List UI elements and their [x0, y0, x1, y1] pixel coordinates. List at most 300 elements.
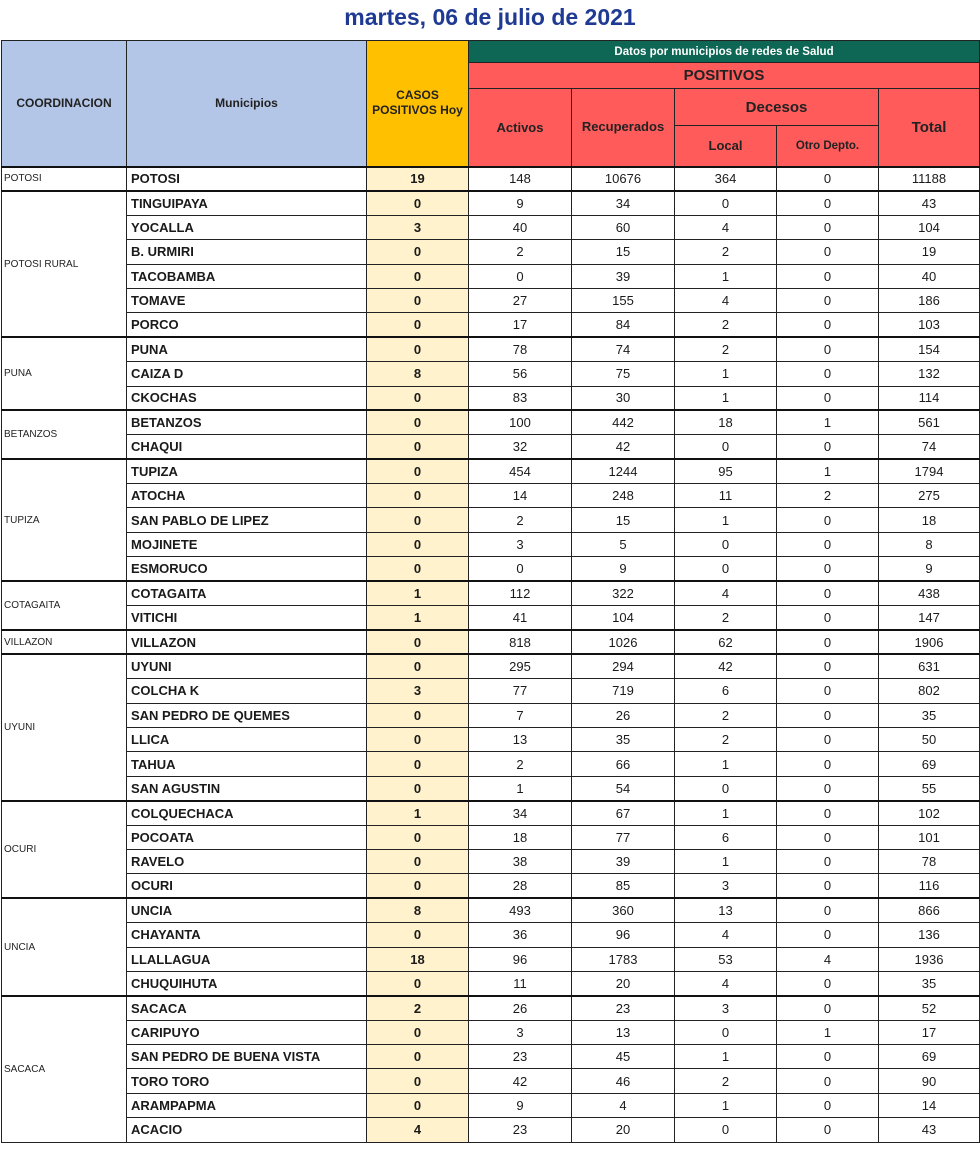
cell-decesos-local: 1	[675, 801, 777, 825]
cell-activos: 1	[469, 776, 572, 800]
cell-total: 116	[879, 874, 980, 898]
cell-decesos-local: 2	[675, 240, 777, 264]
cell-recuperados: 39	[572, 264, 675, 288]
cell-total: 866	[879, 898, 980, 922]
header-total: Total	[879, 89, 980, 167]
cell-municipio: TAHUA	[127, 752, 367, 776]
cell-activos: 148	[469, 167, 572, 191]
report-date-title: martes, 06 de julio de 2021	[344, 4, 636, 30]
cell-recuperados: 1783	[572, 947, 675, 971]
cell-activos: 42	[469, 1069, 572, 1093]
cell-casos-hoy: 0	[367, 288, 469, 312]
cell-municipio: ARAMPAPMA	[127, 1093, 367, 1117]
table-row	[2, 508, 980, 532]
cell-decesos-local: 0	[675, 191, 777, 215]
cell-activos: 41	[469, 606, 572, 630]
cell-municipio: SACACA	[127, 996, 367, 1020]
cell-decesos-otro: 0	[777, 362, 879, 386]
cell-municipio: SAN PEDRO DE BUENA VISTA	[127, 1045, 367, 1069]
cell-municipio: UNCIA	[127, 898, 367, 922]
cell-decesos-local: 1	[675, 264, 777, 288]
cell-decesos-otro: 1	[777, 410, 879, 434]
cell-casos-hoy: 0	[367, 776, 469, 800]
cell-activos: 3	[469, 532, 572, 556]
cell-decesos-local: 1	[675, 849, 777, 873]
cell-decesos-otro: 0	[777, 825, 879, 849]
cell-total: 101	[879, 825, 980, 849]
cell-recuperados: 85	[572, 874, 675, 898]
cell-municipio: CARIPUYO	[127, 1020, 367, 1044]
cell-decesos-local: 4	[675, 215, 777, 239]
cell-casos-hoy: 19	[367, 167, 469, 191]
header-coordinacion: COORDINACION	[2, 41, 127, 167]
cell-casos-hoy: 0	[367, 703, 469, 727]
table-row	[2, 874, 980, 898]
cell-casos-hoy: 0	[367, 630, 469, 654]
cell-total: 11188	[879, 167, 980, 191]
cell-coordinacion: POTOSI	[2, 167, 127, 191]
cell-decesos-local: 1	[675, 1045, 777, 1069]
cell-casos-hoy: 0	[367, 1020, 469, 1044]
cell-decesos-otro: 0	[777, 386, 879, 410]
cell-recuperados: 26	[572, 703, 675, 727]
table-row	[2, 386, 980, 410]
cell-decesos-local: 0	[675, 557, 777, 581]
table-row	[2, 1045, 980, 1069]
cell-activos: 96	[469, 947, 572, 971]
cell-municipio: COLQUECHACA	[127, 801, 367, 825]
cell-coordinacion: PUNA	[2, 337, 127, 410]
cell-casos-hoy: 0	[367, 557, 469, 581]
cell-municipio: COLCHA K	[127, 679, 367, 703]
cell-decesos-otro: 0	[777, 288, 879, 312]
cell-casos-hoy: 1	[367, 606, 469, 630]
cell-total: 50	[879, 727, 980, 751]
cell-municipio: CHUQUIHUTA	[127, 971, 367, 995]
cell-municipio: ATOCHA	[127, 484, 367, 508]
cell-total: 19	[879, 240, 980, 264]
cell-casos-hoy: 0	[367, 459, 469, 483]
table-row	[2, 313, 980, 337]
cell-decesos-otro: 2	[777, 484, 879, 508]
cell-activos: 78	[469, 337, 572, 361]
cell-total: 17	[879, 1020, 980, 1044]
cell-decesos-otro: 0	[777, 313, 879, 337]
cell-casos-hoy: 0	[367, 971, 469, 995]
table-row	[2, 606, 980, 630]
cell-recuperados: 84	[572, 313, 675, 337]
cell-decesos-otro: 0	[777, 215, 879, 239]
cell-casos-hoy: 0	[367, 337, 469, 361]
cell-decesos-otro: 0	[777, 191, 879, 215]
cell-activos: 0	[469, 264, 572, 288]
cell-casos-hoy: 0	[367, 752, 469, 776]
cell-municipio: MOJINETE	[127, 532, 367, 556]
table-row	[2, 410, 980, 434]
cell-decesos-local: 2	[675, 727, 777, 751]
cell-municipio: OCURI	[127, 874, 367, 898]
cell-activos: 11	[469, 971, 572, 995]
table-row	[2, 898, 980, 922]
cell-municipio: BETANZOS	[127, 410, 367, 434]
header-decesos: Decesos	[675, 89, 879, 126]
cell-casos-hoy: 0	[367, 1093, 469, 1117]
cell-recuperados: 60	[572, 215, 675, 239]
table-row	[2, 459, 980, 483]
cell-activos: 493	[469, 898, 572, 922]
cell-municipio: POTOSI	[127, 167, 367, 191]
cell-casos-hoy: 0	[367, 654, 469, 678]
cell-decesos-local: 42	[675, 654, 777, 678]
header-activos: Activos	[469, 89, 572, 167]
cell-decesos-otro: 0	[777, 1069, 879, 1093]
table-row	[2, 581, 980, 605]
cell-recuperados: 75	[572, 362, 675, 386]
table-row	[2, 435, 980, 459]
cell-decesos-local: 95	[675, 459, 777, 483]
cell-decesos-otro: 0	[777, 1045, 879, 1069]
cell-casos-hoy: 0	[367, 313, 469, 337]
cell-decesos-otro: 0	[777, 581, 879, 605]
cell-total: 132	[879, 362, 980, 386]
cell-decesos-local: 1	[675, 752, 777, 776]
cell-coordinacion: VILLAZON	[2, 630, 127, 654]
cell-decesos-local: 3	[675, 874, 777, 898]
cell-recuperados: 15	[572, 508, 675, 532]
cell-casos-hoy: 0	[367, 435, 469, 459]
cell-recuperados: 5	[572, 532, 675, 556]
cell-decesos-local: 13	[675, 898, 777, 922]
header-recuperados: Recuperados	[572, 89, 675, 167]
cell-total: 35	[879, 971, 980, 995]
cell-recuperados: 442	[572, 410, 675, 434]
cell-decesos-otro: 0	[777, 776, 879, 800]
cell-decesos-local: 4	[675, 923, 777, 947]
cell-decesos-local: 1	[675, 508, 777, 532]
cell-decesos-otro: 0	[777, 557, 879, 581]
header-casos-hoy: CASOS POSITIVOS Hoy	[367, 41, 469, 167]
cell-casos-hoy: 0	[367, 727, 469, 751]
cell-activos: 13	[469, 727, 572, 751]
cell-decesos-otro: 1	[777, 1020, 879, 1044]
cell-decesos-otro: 0	[777, 264, 879, 288]
cell-decesos-otro: 0	[777, 240, 879, 264]
cell-activos: 36	[469, 923, 572, 947]
cell-coordinacion: TUPIZA	[2, 459, 127, 581]
cell-activos: 9	[469, 191, 572, 215]
cell-recuperados: 1026	[572, 630, 675, 654]
cell-casos-hoy: 18	[367, 947, 469, 971]
cell-casos-hoy: 0	[367, 874, 469, 898]
cell-municipio: UYUNI	[127, 654, 367, 678]
cell-decesos-otro: 0	[777, 727, 879, 751]
cell-recuperados: 360	[572, 898, 675, 922]
table-row	[2, 240, 980, 264]
cell-activos: 9	[469, 1093, 572, 1117]
cell-decesos-otro: 1	[777, 459, 879, 483]
cell-total: 9	[879, 557, 980, 581]
cell-total: 55	[879, 776, 980, 800]
cell-decesos-otro: 0	[777, 508, 879, 532]
cell-decesos-local: 11	[675, 484, 777, 508]
cell-casos-hoy: 8	[367, 898, 469, 922]
table-row	[2, 1020, 980, 1044]
cell-recuperados: 294	[572, 654, 675, 678]
cell-recuperados: 74	[572, 337, 675, 361]
cell-decesos-local: 364	[675, 167, 777, 191]
table-row	[2, 337, 980, 361]
cell-casos-hoy: 0	[367, 240, 469, 264]
cell-total: 35	[879, 703, 980, 727]
cell-coordinacion: POTOSI RURAL	[2, 191, 127, 337]
table-row	[2, 727, 980, 751]
cell-total: 40	[879, 264, 980, 288]
cell-casos-hoy: 0	[367, 484, 469, 508]
cell-municipio: TINGUIPAYA	[127, 191, 367, 215]
cell-recuperados: 248	[572, 484, 675, 508]
table-row	[2, 1118, 980, 1142]
cell-decesos-local: 2	[675, 313, 777, 337]
table-row	[2, 167, 980, 191]
cell-municipio: COTAGAITA	[127, 581, 367, 605]
cell-activos: 23	[469, 1045, 572, 1069]
cell-total: 74	[879, 435, 980, 459]
table-row	[2, 1093, 980, 1117]
cell-municipio: TOMAVE	[127, 288, 367, 312]
cell-total: 78	[879, 849, 980, 873]
cell-total: 275	[879, 484, 980, 508]
cell-recuperados: 1244	[572, 459, 675, 483]
cell-municipio: CKOCHAS	[127, 386, 367, 410]
cell-recuperados: 20	[572, 971, 675, 995]
cell-recuperados: 35	[572, 727, 675, 751]
cell-municipio: ACACIO	[127, 1118, 367, 1142]
table-row	[2, 362, 980, 386]
cell-recuperados: 13	[572, 1020, 675, 1044]
table-row	[2, 630, 980, 654]
cell-decesos-local: 3	[675, 996, 777, 1020]
cell-activos: 32	[469, 435, 572, 459]
cell-decesos-otro: 0	[777, 703, 879, 727]
cell-decesos-local: 62	[675, 630, 777, 654]
table-row	[2, 557, 980, 581]
table-row	[2, 801, 980, 825]
table-row	[2, 191, 980, 215]
cell-total: 1906	[879, 630, 980, 654]
cell-casos-hoy: 0	[367, 1045, 469, 1069]
table-row	[2, 288, 980, 312]
cell-recuperados: 719	[572, 679, 675, 703]
cell-activos: 26	[469, 996, 572, 1020]
cell-recuperados: 30	[572, 386, 675, 410]
table-row	[2, 215, 980, 239]
cell-casos-hoy: 0	[367, 532, 469, 556]
cell-activos: 0	[469, 557, 572, 581]
cell-municipio: SAN PEDRO DE QUEMES	[127, 703, 367, 727]
cell-casos-hoy: 0	[367, 264, 469, 288]
cell-municipio: YOCALLA	[127, 215, 367, 239]
cell-decesos-local: 2	[675, 337, 777, 361]
cell-activos: 14	[469, 484, 572, 508]
cell-total: 90	[879, 1069, 980, 1093]
cell-municipio: RAVELO	[127, 849, 367, 873]
cell-decesos-local: 6	[675, 825, 777, 849]
cell-activos: 100	[469, 410, 572, 434]
cell-total: 14	[879, 1093, 980, 1117]
cell-casos-hoy: 0	[367, 410, 469, 434]
cell-decesos-otro: 0	[777, 874, 879, 898]
cell-activos: 56	[469, 362, 572, 386]
cell-decesos-local: 2	[675, 606, 777, 630]
cell-total: 561	[879, 410, 980, 434]
cell-activos: 40	[469, 215, 572, 239]
cell-total: 18	[879, 508, 980, 532]
cell-municipio: PUNA	[127, 337, 367, 361]
cell-decesos-otro: 0	[777, 923, 879, 947]
cell-activos: 3	[469, 1020, 572, 1044]
cell-recuperados: 77	[572, 825, 675, 849]
cell-recuperados: 4	[572, 1093, 675, 1117]
cell-activos: 2	[469, 752, 572, 776]
table-row	[2, 1069, 980, 1093]
cell-activos: 83	[469, 386, 572, 410]
cell-total: 1936	[879, 947, 980, 971]
cell-total: 104	[879, 215, 980, 239]
cell-municipio: CAIZA D	[127, 362, 367, 386]
cell-activos: 2	[469, 240, 572, 264]
cell-decesos-local: 0	[675, 1020, 777, 1044]
cell-recuperados: 104	[572, 606, 675, 630]
cell-recuperados: 23	[572, 996, 675, 1020]
cell-activos: 27	[469, 288, 572, 312]
cell-recuperados: 42	[572, 435, 675, 459]
cell-casos-hoy: 4	[367, 1118, 469, 1142]
cell-casos-hoy: 0	[367, 923, 469, 947]
cell-coordinacion: UNCIA	[2, 898, 127, 996]
cell-municipio: LLALLAGUA	[127, 947, 367, 971]
cell-casos-hoy: 2	[367, 996, 469, 1020]
cell-decesos-local: 0	[675, 435, 777, 459]
cell-decesos-otro: 0	[777, 532, 879, 556]
cell-total: 147	[879, 606, 980, 630]
cell-activos: 818	[469, 630, 572, 654]
table-row	[2, 776, 980, 800]
header-municipios: Municipios	[127, 41, 367, 167]
cell-decesos-otro: 0	[777, 435, 879, 459]
cell-municipio: TACOBAMBA	[127, 264, 367, 288]
header-local: Local	[675, 126, 777, 167]
table-row	[2, 532, 980, 556]
cell-activos: 454	[469, 459, 572, 483]
cell-decesos-otro: 0	[777, 971, 879, 995]
cell-casos-hoy: 0	[367, 191, 469, 215]
cell-decesos-otro: 4	[777, 947, 879, 971]
covid-cases-table	[1, 40, 980, 1143]
cell-total: 1794	[879, 459, 980, 483]
cell-decesos-otro: 0	[777, 679, 879, 703]
cell-total: 136	[879, 923, 980, 947]
cell-decesos-local: 0	[675, 532, 777, 556]
cell-decesos-otro: 0	[777, 996, 879, 1020]
cell-activos: 23	[469, 1118, 572, 1142]
cell-municipio: SAN AGUSTIN	[127, 776, 367, 800]
cell-recuperados: 20	[572, 1118, 675, 1142]
table-row	[2, 679, 980, 703]
table-body	[2, 167, 980, 1143]
cell-municipio: TUPIZA	[127, 459, 367, 483]
cell-decesos-otro: 0	[777, 167, 879, 191]
cell-total: 802	[879, 679, 980, 703]
cell-activos: 112	[469, 581, 572, 605]
cell-total: 8	[879, 532, 980, 556]
cell-activos: 38	[469, 849, 572, 873]
cell-decesos-otro: 0	[777, 606, 879, 630]
cell-recuperados: 67	[572, 801, 675, 825]
header-otro-depto: Otro Depto.	[777, 126, 879, 167]
cell-decesos-otro: 0	[777, 849, 879, 873]
cell-activos: 295	[469, 654, 572, 678]
cell-activos: 7	[469, 703, 572, 727]
cell-municipio: TORO TORO	[127, 1069, 367, 1093]
cell-decesos-otro: 0	[777, 1118, 879, 1142]
cell-activos: 77	[469, 679, 572, 703]
table-row	[2, 654, 980, 678]
cell-total: 52	[879, 996, 980, 1020]
cell-recuperados: 45	[572, 1045, 675, 1069]
cell-casos-hoy: 0	[367, 1069, 469, 1093]
cell-total: 43	[879, 191, 980, 215]
cell-municipio: LLICA	[127, 727, 367, 751]
cell-decesos-local: 2	[675, 1069, 777, 1093]
cell-total: 69	[879, 1045, 980, 1069]
cell-activos: 28	[469, 874, 572, 898]
cell-decesos-local: 2	[675, 703, 777, 727]
cell-total: 102	[879, 801, 980, 825]
cell-decesos-local: 1	[675, 362, 777, 386]
cell-recuperados: 15	[572, 240, 675, 264]
cell-municipio: VITICHI	[127, 606, 367, 630]
cell-coordinacion: OCURI	[2, 801, 127, 899]
table-row	[2, 825, 980, 849]
cell-decesos-otro: 0	[777, 898, 879, 922]
cell-decesos-local: 4	[675, 288, 777, 312]
cell-total: 114	[879, 386, 980, 410]
cell-total: 69	[879, 752, 980, 776]
cell-activos: 2	[469, 508, 572, 532]
cell-decesos-local: 1	[675, 1093, 777, 1117]
header-positivos: POSITIVOS	[469, 63, 980, 89]
cell-casos-hoy: 0	[367, 849, 469, 873]
cell-coordinacion: UYUNI	[2, 654, 127, 800]
cell-decesos-otro: 0	[777, 337, 879, 361]
cell-decesos-local: 53	[675, 947, 777, 971]
cell-recuperados: 46	[572, 1069, 675, 1093]
cell-coordinacion: SACACA	[2, 996, 127, 1142]
cell-total: 631	[879, 654, 980, 678]
table-row	[2, 971, 980, 995]
cell-activos: 17	[469, 313, 572, 337]
cell-total: 186	[879, 288, 980, 312]
cell-recuperados: 96	[572, 923, 675, 947]
cell-casos-hoy: 1	[367, 581, 469, 605]
cell-decesos-local: 0	[675, 776, 777, 800]
cell-recuperados: 39	[572, 849, 675, 873]
cell-decesos-local: 0	[675, 1118, 777, 1142]
cell-total: 103	[879, 313, 980, 337]
table-row	[2, 947, 980, 971]
cell-total: 43	[879, 1118, 980, 1142]
table-row	[2, 264, 980, 288]
